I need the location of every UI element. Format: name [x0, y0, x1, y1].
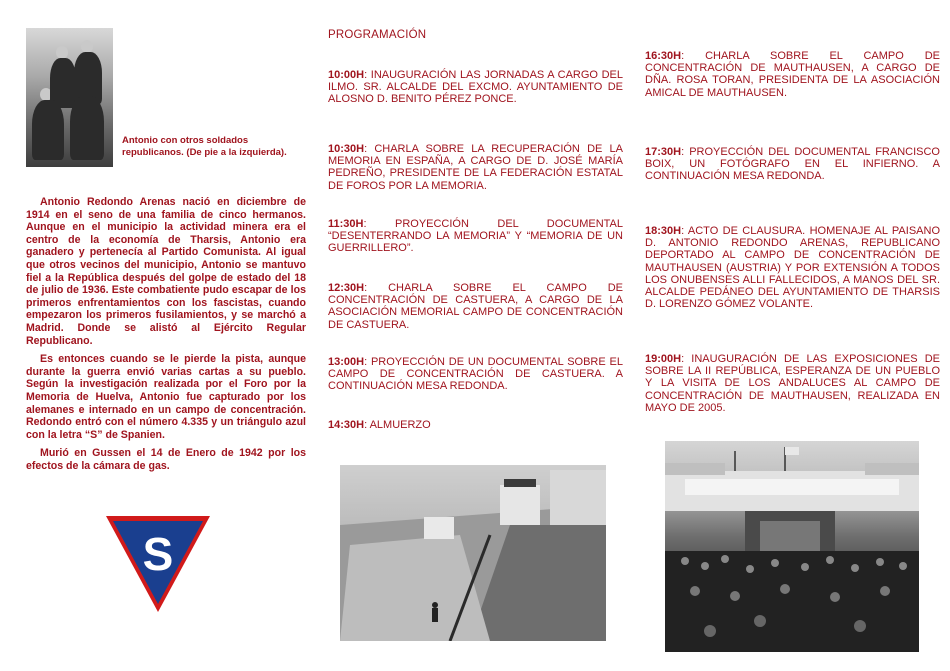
item-text: : INAUGURACIÓN LAS JORNADAS A CARGO DEL ILMO. SR. ALCALDE DEL EXCMO. AYUNTAMIENTO DE ALOSNO D. BENITO PÉREZ PONCE.	[328, 69, 623, 106]
bio-paragraph: Murió en Gussen el 14 de Enero de 1942 por los efectos de la cámara de gas.	[26, 447, 306, 472]
programme-item	[645, 50, 940, 99]
bio-paragraph: Es entonces cuando se le pierde la pista, aunque durante la guerra envió varias cartas a su pueblo. Según la investigación realizada por el Foro por la Memoria de Huelva, Antonio fue capturado por los alemanes e internado en un campo de concentración. Redondo entró con el número 4.335 y un triángulo azul con la letra “S” de Spanien.	[26, 353, 306, 441]
triangle-letter: S	[142, 528, 174, 580]
item-time: 18:30H	[645, 225, 682, 237]
item-time: 16:30H	[645, 50, 682, 62]
liberation-crowd-photo	[665, 441, 919, 652]
item-time: 19:00H	[645, 353, 682, 365]
item-time: 10:00H	[328, 69, 365, 81]
programme-item	[645, 353, 940, 414]
programme-item	[645, 146, 940, 183]
programme-title: PROGRAMACIÓN	[328, 29, 427, 41]
programme-item	[645, 225, 940, 310]
item-time: 13:00H	[328, 356, 365, 368]
item-text: : INAUGURACIÓN DE LAS EXPOSICIONES DE SOBRE LA II REPÚBLICA, ESPERANZA DE UN PUEBLO Y LA VISITA DE LOS ANDALUCES AL CAMPO DE CONCENTRACIÓN DE MAUTHAUSEN, REALIZADA EN MAYO DE 2005.	[645, 353, 940, 414]
item-time: 10:30H	[328, 143, 365, 155]
item-text: : ALMUERZO	[364, 419, 431, 431]
programme-item	[328, 282, 623, 331]
item-time: 12:30H	[328, 282, 365, 294]
item-time: 11:30H	[328, 218, 364, 230]
photo-caption: Antonio con otros soldados republicanos. (De pie a la izquierda).	[122, 135, 287, 158]
programme-item	[328, 218, 623, 255]
programme-item	[328, 419, 623, 431]
soldiers-photo	[26, 28, 113, 167]
programme-item	[328, 69, 623, 106]
item-time: 17:30H	[645, 146, 682, 158]
item-text: : CHARLA SOBRE EL CAMPO DE CONCENTRACIÓN DE MAUTHAUSEN, A CARGO DE DÑA. ROSA TORAN, PRESIDENTA DE LA ASOCIACIÓN AMICAL DE MAUTHAUSEN.	[645, 50, 940, 99]
item-text: : ACTO DE CLAUSURA. HOMENAJE AL PAISANO D. ANTONIO REDONDO ARENAS, REPUBLICANO DEPORTADO AL CAMPO DE CONCENTRACIÓN DE MAUTHAUSEN (AUSTRIA) Y POR EXTENSIÓN A TODOS LOS ONUBENSES ALLI FALLECIDOS, A MANOS DEL SR. ALCALDE PEDÁNEO DEL AYUNTAMIENTO DE THARSIS D. LORENZO GÓMEZ VOLANTE.	[645, 225, 940, 311]
item-text: : PROYECCIÓN DEL DOCUMENTAL “DESENTERRANDO LA MEMORIA” Y “MEMORIA DE UN GUERRILLERO”.	[328, 218, 623, 255]
item-text: : PROYECCIÓN DEL DOCUMENTAL FRANCISCO BOIX, UN FOTÓGRAFO EN EL INFIERNO. A CONTINUACIÓN MESA REDONDA.	[645, 146, 940, 183]
bio-paragraph: Antonio Redondo Arenas nació en diciembre de 1914 en el seno de una familia de cinco hermanos. Aunque en el municipio la actividad minera era el centro de la economía de Tharsis, Antonio era ganadero y pertenecía al Partido Comunista. Al igual que otros vecinos del municipio, Antonio se mantuvo fiel a la República después del golpe de estado del 18 de julio de 1936. Este combatiente pudo escapar de los primeros enfrentamientos con los fascistas, cuando empezaron los primeros fusilamientos, y se marchó a Madrid. Donde se alistó al Ejército Regular Republicano.	[26, 196, 306, 347]
programme-item	[328, 143, 623, 192]
blue-triangle-badge	[104, 514, 212, 614]
item-text: : CHARLA SOBRE EL CAMPO DE CONCENTRACIÓN DE CASTUERA, A CARGO DE LA ASOCIACIÓN MEMORIAL CAMPO DE CONCENTRACIÓN DE CASTUERA.	[328, 282, 623, 331]
item-time: 14:30H	[328, 419, 365, 431]
item-text: : PROYECCIÓN DE UN DOCUMENTAL SOBRE EL CAMPO DE CONCENTRACIÓN DE CASTUERA. A CONTINUACIÓN MESA REDONDA.	[328, 356, 623, 393]
programme-item	[328, 356, 623, 393]
biography	[26, 196, 306, 478]
item-text: : CHARLA SOBRE LA RECUPERACIÓN DE LA MEMORIA EN ESPAÑA, A CARGO DE D. JOSÉ MARÍA PEDREÑO, PRESIDENTE DE LA FEDERACIÓN ESTATAL DE FOROS POR LA MEMORIA.	[328, 143, 623, 192]
camp-photo	[340, 465, 606, 641]
